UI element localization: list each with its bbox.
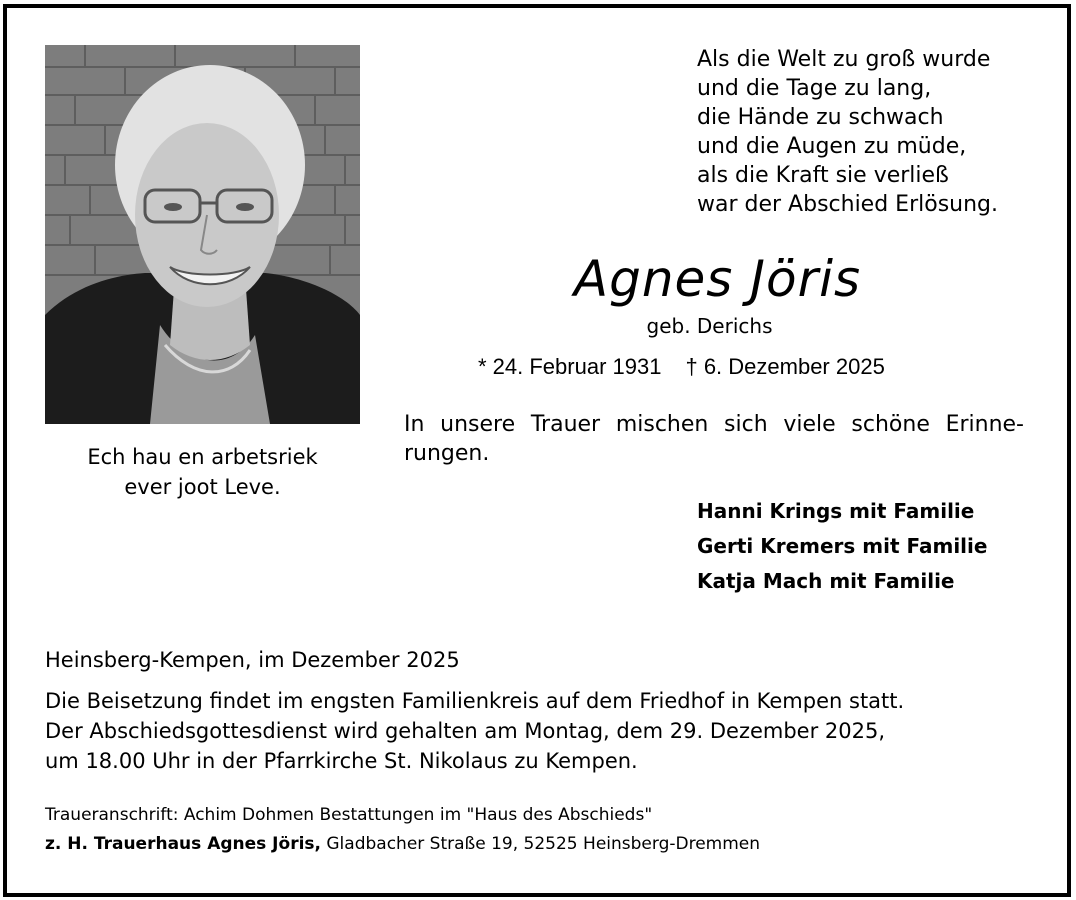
condolence-address <box>45 801 760 859</box>
address-line: Traueranschrift: Achim Dohmen Bestattungen im "Haus des Abschieds" <box>45 805 653 825</box>
birth-date: * 24. Februar 1931 <box>478 354 662 379</box>
poem-line: die Hände zu schwach <box>697 105 944 130</box>
address-line-2 <box>45 830 760 859</box>
poem-line: und die Augen zu müde, <box>697 134 967 159</box>
poem-line: und die Tage zu lang, <box>697 76 932 101</box>
mourner: Katja Mach mit Familie <box>697 569 955 593</box>
mourners-list <box>697 494 987 599</box>
death-date: † 6. Dezember 2025 <box>685 354 885 379</box>
deceased-name <box>400 250 1035 308</box>
deceased-name-text: Agnes Jöris <box>573 250 862 308</box>
funeral-info <box>45 686 1035 776</box>
caption-line: ever joot Leve. <box>124 475 281 499</box>
address-street: Gladbacher Straße 19, 52525 Heinsberg-Dremmen <box>320 834 761 854</box>
portrait-image <box>45 45 360 424</box>
funeral-line: um 18.00 Uhr in der Pfarrkirche St. Nikolaus zu Kempen. <box>45 749 638 773</box>
poem-line: Als die Welt zu groß wurde <box>697 47 991 72</box>
portrait-photo <box>45 45 360 424</box>
poem-line: war der Abschied Erlösung. <box>697 192 998 217</box>
photo-caption <box>45 442 360 502</box>
birth-name: geb. Derichs <box>646 314 773 338</box>
poem <box>697 45 998 219</box>
place-date: Heinsberg-Kempen, im Dezember 2025 <box>45 648 460 672</box>
caption-line: Ech hau en arbetsriek <box>87 445 318 469</box>
address-recipient: z. H. Trauerhaus Agnes Jöris, <box>45 834 321 854</box>
poem-line: als die Kraft sie verließ <box>697 163 949 188</box>
mourner: Gerti Kremers mit Familie <box>697 534 988 558</box>
funeral-line: Die Beisetzung findet im engsten Familienkreis auf dem Friedhof in Kempen statt. <box>45 689 905 713</box>
memory-text: In unsere Trauer mischen sich viele schöne Erinne-rungen. <box>404 412 1024 466</box>
mourner: Hanni Krings mit Familie <box>697 499 975 523</box>
funeral-line: Der Abschiedsgottesdienst wird gehalten am Montag, dem 29. Dezember 2025, <box>45 719 886 743</box>
life-dates <box>478 354 885 380</box>
